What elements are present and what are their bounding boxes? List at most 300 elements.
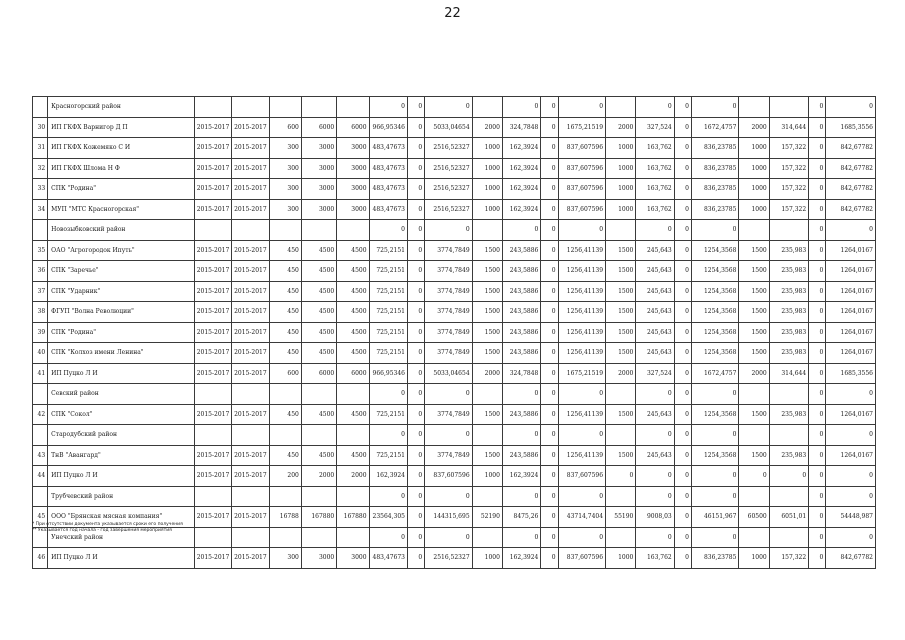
value-cell: 1500 [472,261,502,282]
value-cell: 1500 [739,302,769,323]
value-cell: 243,5886 [502,404,540,425]
empty-cell [194,425,231,446]
value-cell: 1000 [606,179,636,200]
empty-cell [232,527,269,548]
organization-name: ТнВ "Авангард" [48,445,195,466]
value-cell: 0 [674,220,691,241]
period-cell: 2015-2017 [232,281,269,302]
value-cell: 6000 [337,363,369,384]
value-cell: 1264,0167 [826,404,876,425]
empty-cell [769,384,808,405]
empty-cell [472,220,502,241]
region-row [33,486,876,507]
value-cell: 52190 [472,507,502,528]
organization-name: СПК "Заречье" [48,261,195,282]
value-cell: 0 [636,384,674,405]
value-cell: 243,5886 [502,302,540,323]
value-cell: 837,607596 [558,179,606,200]
empty-cell [337,527,369,548]
value-cell: 966,95346 [369,117,407,138]
empty-cell [232,220,269,241]
value-cell: 0 [636,527,674,548]
table-row [33,138,876,159]
empty-cell [472,384,502,405]
row-number-cell [33,97,48,118]
empty-cell [194,384,231,405]
empty-cell [739,425,769,446]
value-cell: 0 [809,138,826,159]
organization-name: МУП "МТС Красногорская" [48,199,195,220]
value-cell: 1500 [739,445,769,466]
value-cell: 1500 [606,322,636,343]
value-cell: 0 [636,97,674,118]
value-cell: 0 [369,486,407,507]
period-cell: 2015-2017 [194,363,231,384]
row-number-cell [33,220,48,241]
value-cell: 450 [269,261,301,282]
value-cell: 0 [826,466,876,487]
value-cell: 245,643 [636,322,674,343]
value-cell: 3000 [337,138,369,159]
value-cell: 1256,41139 [558,445,606,466]
value-cell: 1672,4757 [691,363,739,384]
period-cell: 2015-2017 [232,466,269,487]
value-cell: 0 [809,281,826,302]
value-cell: 1264,0167 [826,281,876,302]
value-cell: 2000 [301,466,336,487]
value-cell: 300 [269,179,301,200]
period-cell: 2015-2017 [232,199,269,220]
region-row [33,384,876,405]
value-cell: 1500 [739,281,769,302]
value-cell: 842,67782 [826,158,876,179]
row-number-cell: 32 [33,158,48,179]
value-cell: 0 [606,466,636,487]
value-cell: 243,5886 [502,343,540,364]
value-cell: 1500 [739,404,769,425]
value-cell: 2000 [337,466,369,487]
value-cell: 1500 [472,343,502,364]
value-cell: 1000 [739,138,769,159]
value-cell: 0 [636,425,674,446]
value-cell: 162,3924 [502,199,540,220]
value-cell: 4500 [301,302,336,323]
value-cell: 243,5886 [502,322,540,343]
value-cell: 0 [809,548,826,569]
value-cell: 0 [541,117,558,138]
value-cell: 0 [541,281,558,302]
value-cell: 300 [269,199,301,220]
value-cell: 300 [269,548,301,569]
value-cell: 6000 [301,117,336,138]
value-cell: 0 [809,486,826,507]
value-cell: 0 [541,486,558,507]
value-cell: 0 [809,404,826,425]
value-cell: 4500 [337,445,369,466]
table-row [33,548,876,569]
value-cell: 235,983 [769,281,808,302]
value-cell: 6051,01 [769,507,808,528]
value-cell: 1000 [606,138,636,159]
value-cell: 0 [541,240,558,261]
page-number: 22 [444,6,461,21]
organization-name: ИП Пуцко Л И [48,548,195,569]
value-cell: 0 [502,527,540,548]
value-cell: 725,2151 [369,281,407,302]
empty-cell [769,220,808,241]
value-cell: 3000 [301,158,336,179]
period-cell: 2015-2017 [232,261,269,282]
value-cell: 243,5886 [502,261,540,282]
value-cell: 235,983 [769,240,808,261]
value-cell: 0 [691,425,739,446]
value-cell: 0 [407,466,424,487]
value-cell: 837,607596 [558,199,606,220]
value-cell: 0 [407,548,424,569]
value-cell: 0 [541,302,558,323]
period-cell: 2015-2017 [194,240,231,261]
value-cell: 483,47673 [369,548,407,569]
period-cell: 2015-2017 [194,507,231,528]
row-number-cell: 43 [33,445,48,466]
value-cell: 0 [636,466,674,487]
value-cell: 1500 [606,343,636,364]
empty-cell [232,97,269,118]
value-cell: 1675,21519 [558,363,606,384]
row-number-cell: 34 [33,199,48,220]
empty-cell [769,425,808,446]
value-cell: 0 [674,302,691,323]
value-cell: 725,2151 [369,302,407,323]
value-cell: 3000 [301,548,336,569]
value-cell: 4500 [301,343,336,364]
value-cell: 2000 [472,117,502,138]
value-cell: 167880 [337,507,369,528]
value-cell: 837,607596 [558,138,606,159]
value-cell: 0 [809,302,826,323]
region-name: Трубчевский район [48,486,195,507]
row-number-cell: 44 [33,466,48,487]
value-cell: 235,983 [769,404,808,425]
value-cell: 1254,3568 [691,404,739,425]
organization-name: СПК "Колхоз имени Ленина" [48,343,195,364]
period-cell: 2015-2017 [232,343,269,364]
value-cell: 0 [407,527,424,548]
empty-cell [769,527,808,548]
value-cell: 725,2151 [369,240,407,261]
table-row [33,117,876,138]
value-cell: 3774,7849 [425,404,473,425]
region-row [33,425,876,446]
empty-cell [269,384,301,405]
value-cell: 1500 [472,240,502,261]
value-cell: 837,607596 [425,466,473,487]
empty-cell [337,486,369,507]
value-cell: 1254,3568 [691,302,739,323]
period-cell: 2015-2017 [194,117,231,138]
value-cell: 46151,967 [691,507,739,528]
value-cell: 0 [541,425,558,446]
empty-cell [739,220,769,241]
value-cell: 1264,0167 [826,445,876,466]
value-cell: 4500 [337,404,369,425]
value-cell: 0 [502,486,540,507]
empty-cell [472,97,502,118]
empty-cell [232,425,269,446]
value-cell: 3774,7849 [425,322,473,343]
value-cell: 0 [674,548,691,569]
organization-name: ИП ГКФХ Варнигор Д П [48,117,195,138]
value-cell: 0 [541,97,558,118]
value-cell: 0 [425,97,473,118]
value-cell: 0 [809,158,826,179]
value-cell: 0 [541,343,558,364]
value-cell: 243,5886 [502,240,540,261]
empty-cell [301,97,336,118]
value-cell: 0 [674,138,691,159]
value-cell: 0 [425,425,473,446]
value-cell: 0 [407,97,424,118]
value-cell: 966,95346 [369,363,407,384]
organization-name: СПК "Ударник" [48,281,195,302]
organization-name: ИП ГКФХ Шлома Н Ф [48,158,195,179]
value-cell: 0 [407,343,424,364]
value-cell: 157,322 [769,179,808,200]
value-cell: 4500 [301,322,336,343]
value-cell: 157,322 [769,138,808,159]
value-cell: 0 [674,281,691,302]
value-cell: 1256,41139 [558,343,606,364]
value-cell: 0 [674,261,691,282]
value-cell: 600 [269,363,301,384]
value-cell: 2000 [606,363,636,384]
value-cell: 837,607596 [558,466,606,487]
value-cell: 1500 [739,343,769,364]
value-cell: 0 [636,486,674,507]
value-cell: 1500 [606,445,636,466]
value-cell: 324,7848 [502,117,540,138]
value-cell: 0 [809,261,826,282]
organization-name: СПК "Родина" [48,179,195,200]
value-cell: 1500 [472,281,502,302]
value-cell: 0 [826,486,876,507]
value-cell: 0 [691,466,739,487]
value-cell: 0 [407,199,424,220]
value-cell: 1500 [472,322,502,343]
value-cell: 0 [541,199,558,220]
value-cell: 245,643 [636,404,674,425]
value-cell: 314,644 [769,363,808,384]
empty-cell [194,486,231,507]
value-cell: 245,643 [636,281,674,302]
value-cell: 0 [407,240,424,261]
value-cell: 245,643 [636,261,674,282]
value-cell: 0 [541,527,558,548]
empty-cell [606,384,636,405]
value-cell: 4500 [337,281,369,302]
value-cell: 0 [674,466,691,487]
empty-cell [232,384,269,405]
region-row [33,220,876,241]
region-name: Стародубский район [48,425,195,446]
value-cell: 0 [691,527,739,548]
value-cell: 1000 [739,179,769,200]
value-cell: 0 [809,343,826,364]
period-cell: 2015-2017 [194,261,231,282]
value-cell: 162,3924 [369,466,407,487]
value-cell: 235,983 [769,343,808,364]
value-cell: 1000 [472,199,502,220]
value-cell: 0 [502,425,540,446]
value-cell: 0 [826,425,876,446]
value-cell: 836,23785 [691,199,739,220]
value-cell: 836,23785 [691,548,739,569]
organization-name: ИП Пуцко Л И [48,363,195,384]
value-cell: 0 [407,425,424,446]
value-cell: 162,3924 [502,548,540,569]
table-row [33,281,876,302]
period-cell: 2015-2017 [232,158,269,179]
value-cell: 4500 [301,281,336,302]
period-cell: 2015-2017 [194,404,231,425]
period-cell: 2015-2017 [194,281,231,302]
value-cell: 0 [809,363,826,384]
table-row [33,343,876,364]
value-cell: 0 [407,261,424,282]
organization-name: ИП Пуцко Л И [48,466,195,487]
region-name: Новозыбковский район [48,220,195,241]
value-cell: 1000 [472,158,502,179]
value-cell: 0 [809,507,826,528]
organization-name: СПК "Родина" [48,322,195,343]
value-cell: 0 [674,486,691,507]
period-cell: 2015-2017 [232,322,269,343]
value-cell: 4500 [301,240,336,261]
period-cell: 2015-2017 [194,138,231,159]
value-cell: 1500 [606,240,636,261]
value-cell: 300 [269,158,301,179]
period-cell: 2015-2017 [194,466,231,487]
value-cell: 1264,0167 [826,343,876,364]
empty-cell [606,97,636,118]
value-cell: 725,2151 [369,343,407,364]
value-cell: 837,607596 [558,158,606,179]
region-name: Севский район [48,384,195,405]
value-cell: 1256,41139 [558,302,606,323]
value-cell: 2000 [739,363,769,384]
row-number-cell: 46 [33,548,48,569]
value-cell: 5033,04654 [425,117,473,138]
value-cell: 0 [369,97,407,118]
footnote-1: * При отсутствии документа указывается сроки его получения [32,522,183,527]
period-cell: 2015-2017 [232,507,269,528]
value-cell: 1264,0167 [826,261,876,282]
value-cell: 0 [541,363,558,384]
value-cell: 0 [541,445,558,466]
value-cell: 0 [541,322,558,343]
empty-cell [301,220,336,241]
value-cell: 3774,7849 [425,261,473,282]
table-row [33,302,876,323]
value-cell: 0 [407,486,424,507]
value-cell: 235,983 [769,322,808,343]
period-cell: 2015-2017 [194,343,231,364]
value-cell: 0 [502,220,540,241]
empty-cell [769,486,808,507]
empty-cell [269,527,301,548]
value-cell: 0 [369,220,407,241]
value-cell: 157,322 [769,158,808,179]
value-cell: 55190 [606,507,636,528]
value-cell: 0 [541,507,558,528]
value-cell: 1264,0167 [826,302,876,323]
region-row [33,97,876,118]
region-name: Унечский район [48,527,195,548]
value-cell: 1500 [606,302,636,323]
value-cell: 0 [558,384,606,405]
value-cell: 0 [674,343,691,364]
value-cell: 0 [826,220,876,241]
value-cell: 163,762 [636,158,674,179]
value-cell: 3000 [337,179,369,200]
period-cell: 2015-2017 [194,548,231,569]
value-cell: 3000 [337,158,369,179]
empty-cell [606,527,636,548]
value-cell: 0 [674,179,691,200]
period-cell: 2015-2017 [232,548,269,569]
value-cell: 0 [541,548,558,569]
empty-cell [472,486,502,507]
value-cell: 483,47673 [369,199,407,220]
value-cell: 0 [541,179,558,200]
value-cell: 0 [541,158,558,179]
value-cell: 836,23785 [691,138,739,159]
value-cell: 0 [674,527,691,548]
empty-cell [301,527,336,548]
table-row [33,466,876,487]
value-cell: 1264,0167 [826,322,876,343]
value-cell: 450 [269,343,301,364]
value-cell: 4500 [337,343,369,364]
value-cell: 1500 [472,404,502,425]
region-name: Красногорский район [48,97,195,118]
value-cell: 0 [809,466,826,487]
value-cell: 725,2151 [369,404,407,425]
empty-cell [194,527,231,548]
value-cell: 235,983 [769,261,808,282]
value-cell: 0 [674,199,691,220]
period-cell: 2015-2017 [232,179,269,200]
value-cell: 0 [691,486,739,507]
value-cell: 0 [369,384,407,405]
value-cell: 0 [826,384,876,405]
row-number-cell [33,384,48,405]
value-cell: 1675,21519 [558,117,606,138]
value-cell: 1500 [739,240,769,261]
value-cell: 1000 [739,199,769,220]
value-cell: 245,643 [636,302,674,323]
table-row [33,199,876,220]
period-cell: 2015-2017 [194,179,231,200]
value-cell: 2000 [606,117,636,138]
value-cell: 0 [739,466,769,487]
value-cell: 0 [541,220,558,241]
value-cell: 1254,3568 [691,445,739,466]
value-cell: 0 [674,445,691,466]
value-cell: 2516,52327 [425,548,473,569]
row-number-cell: 33 [33,179,48,200]
value-cell: 0 [691,384,739,405]
